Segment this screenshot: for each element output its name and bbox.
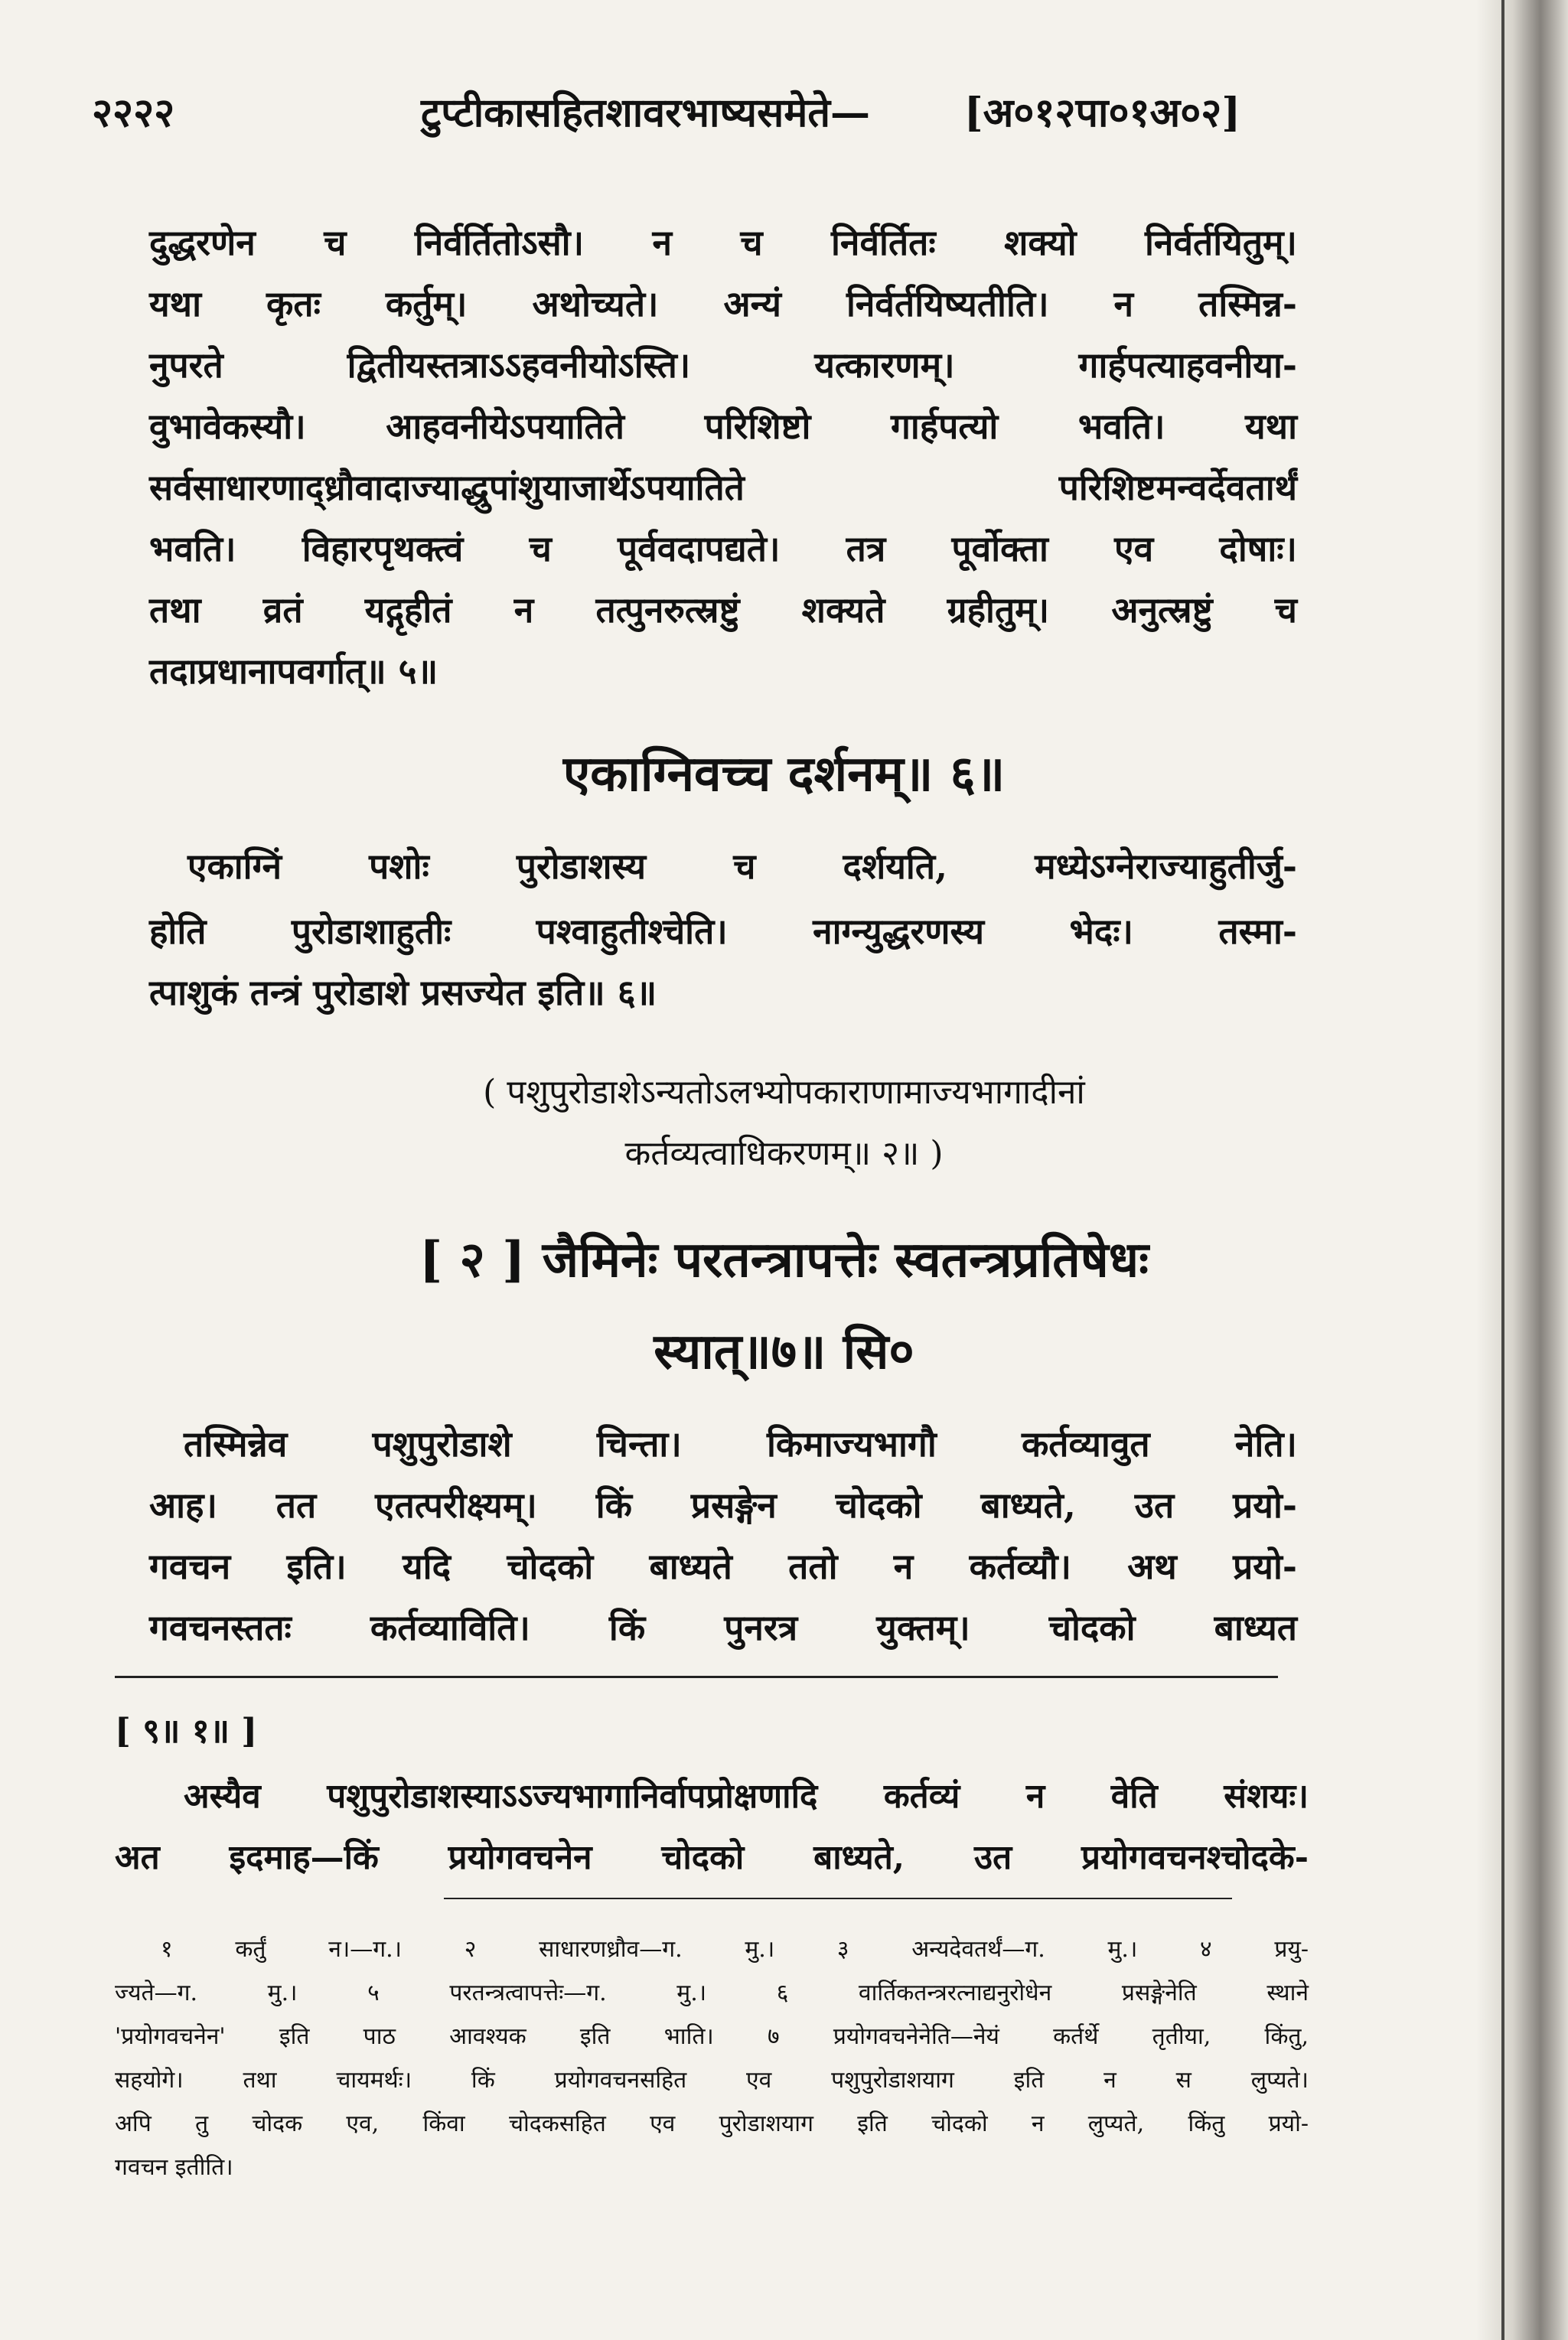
- section-reference: [अ०१२पा०१अ०२]: [964, 90, 1240, 136]
- body-line: नुपरते द्वितीयस्तत्राऽऽहवनीयोऽस्ति। यत्कारणम्। गार्हपत्याहवनीया-: [149, 344, 1297, 386]
- sutra-heading: एकाग्निवच्च दर्शनम्॥ ६॥: [562, 745, 1006, 803]
- commentary-reference: [ ९॥ १॥ ]: [115, 1712, 258, 1751]
- running-title: टुप्टीकासहितशावरभाष्यसमेते—: [421, 90, 870, 136]
- footnote-line: १ कर्तुं न।—ग.। २ साधारणध्रौव—ग. मु.। ३ अन्यदेवतर्थं—ग. मु.। ४ प्रयु-: [161, 1936, 1309, 1963]
- body-line: गवचन इति। यदि चोदको बाध्यते ततो न कर्तव्यौ। अथ प्रयो-: [149, 1546, 1297, 1587]
- body-line: एकाग्निं पशोः पुरोडाशस्य च दर्शयति, मध्येऽग्नेराज्याहुतीर्जु-: [187, 846, 1297, 887]
- footnote-divider: [444, 1898, 1232, 1899]
- page-number: २२२२: [92, 90, 175, 136]
- body-line: भवति। विहारपृथक्त्वं च पूर्ववदापद्यते। तत्र पूर्वोक्ता एव दोषाः।: [149, 528, 1297, 569]
- adhikarana-title: ( पशुपुरोडाशेऽन्यतोऽलभ्योपकाराणामाज्यभागादीनां: [483, 1073, 1085, 1112]
- body-line: तस्मिन्नेव पशुपुरोडाशे चिन्ता। किमाज्यभागौ कर्तव्यावुत नेति।: [184, 1423, 1297, 1465]
- body-line: आह। तत एतत्परीक्ष्यम्। किं प्रसङ्गेन चोदको बाध्यते, उत प्रयो-: [149, 1484, 1297, 1526]
- footnote-line: अपि तु चोदक एव, किंवा चोदकसहित एव पुरोडाशयाग इति चोदको न लुप्यते, किंतु प्रयो-: [115, 2110, 1309, 2137]
- sutra-heading: [ २ ] जैमिनेः परतन्त्रापत्तेः स्वतन्त्रप्रतिषेधः: [419, 1231, 1149, 1289]
- footnote-line: 'प्रयोगवचनेन' इति पाठ आवश्यक इति भाति। ७ प्रयोगवचनेनेति—नेयं कर्तर्थे तृतीया, किंतु,: [115, 2023, 1309, 2050]
- body-line: दुद्धरणेन च निर्वर्तितोऽसौ। न च निर्वर्तितः शक्यो निर्वर्तयितुम्।: [149, 222, 1297, 263]
- body-line: तथा व्रतं यद्गृहीतं न तत्पुनरुत्स्रष्टुं शक्यते ग्रहीतुम्। अनुत्स्रष्टुं च: [149, 589, 1297, 631]
- body-line: होति पुरोडाशाहुतीः पश्वाहुतीश्चेति। नाग्न्युद्धरणस्य भेदः। तस्मा-: [149, 911, 1297, 952]
- commentary-line: अस्यैव पशुपुरोडाशस्याऽऽज्यभागानिर्वापप्रोक्षणादि कर्तव्यं न वेति संशयः।: [184, 1777, 1309, 1816]
- commentary-line: अत इदमाह—किं प्रयोगवचनेन चोदको बाध्यते, उत प्रयोगवचनश्चोदके-: [115, 1838, 1309, 1877]
- body-line: तदाप्रधानापवर्गात्॥ ५॥: [149, 650, 438, 692]
- body-line: यथा कृतः कर्तुम्। अथोच्यते। अन्यं निर्वर्तयिष्यतीति। न तस्मिन्न-: [149, 283, 1297, 324]
- body-line: वुभावेकस्यौ। आहवनीयेऽपयातिते परिशिष्टो गार्हपत्यो भवति। यथा: [149, 406, 1297, 447]
- footnote-line: गवचन इतीति।: [115, 2154, 233, 2181]
- body-line: सर्वसाधारणाद्ध्रौवादाज्याद्धुपांशुयाजार्थेऽपयातिते परिशिष्टमन्वर्देवतार्थं: [149, 467, 1297, 508]
- body-line: गवचनस्ततः कर्तव्याविति। किं पुनरत्र युक्तम्। चोदको बाध्यत: [149, 1607, 1297, 1648]
- body-line: त्पाशुकं तन्त्रं पुरोडाशे प्रसज्येत इति॥ ६॥: [149, 972, 657, 1013]
- footnote-line: ज्यते—ग. मु.। ५ परतन्त्रत्वापत्तेः—ग. मु.। ६ वार्तिकतन्त्ररत्नाद्यनुरोधेन प्रसङ्गेनेति स्थाने: [115, 1980, 1309, 2006]
- adhikarana-title: कर्तव्यत्वाधिकरणम्॥ २॥ ): [624, 1134, 944, 1173]
- footnote-line: सहयोगे। तथा चायमर्थः। किं प्रयोगवचनसहित एव पशुपुरोडाशयाग इति न स लुप्यते।: [115, 2067, 1309, 2094]
- commentary-divider: [115, 1676, 1278, 1678]
- sutra-heading: स्यात्॥७॥ सि०: [654, 1323, 914, 1380]
